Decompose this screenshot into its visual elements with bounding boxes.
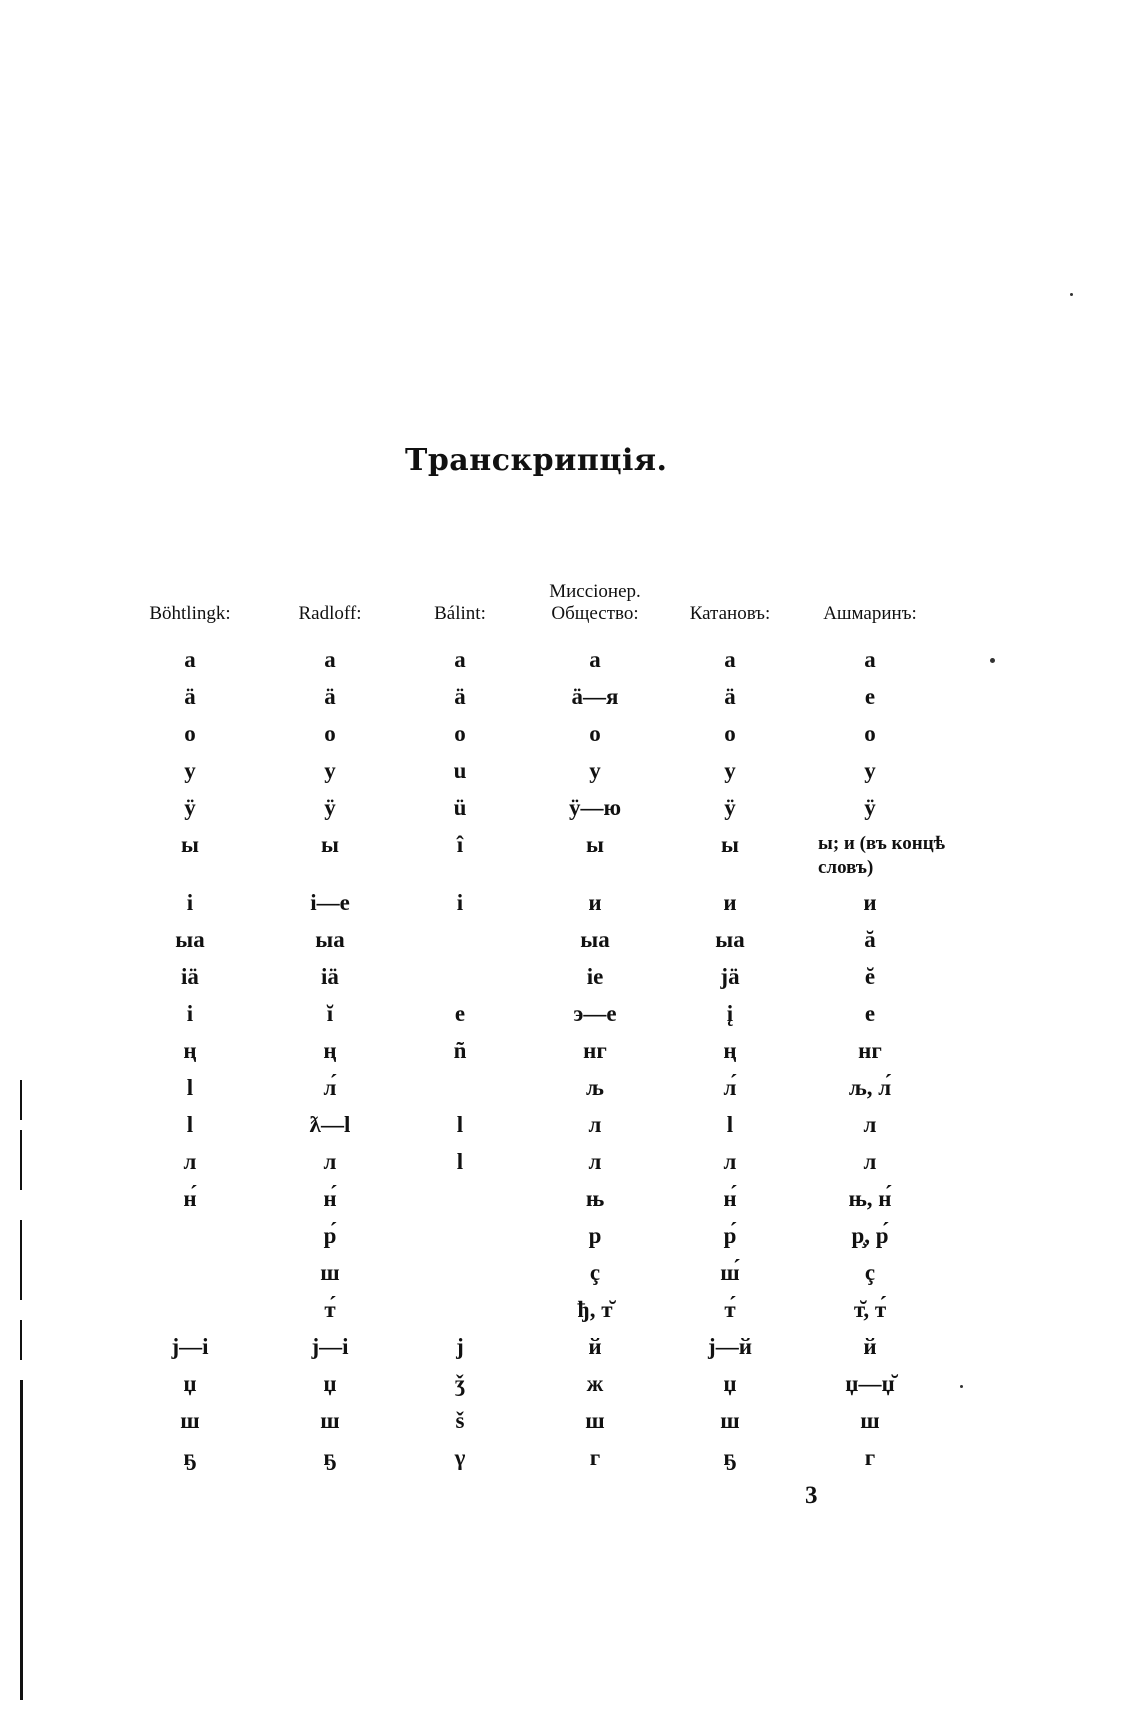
table-cell-katanov: л́ [723,1075,737,1100]
table-cell-missionary-society: ӱ—ю [568,795,622,820]
table-cell-radloff: у [324,758,336,783]
table-cell-ashmarin: о [864,721,876,746]
table-cell-bohtlingk: џ [183,1371,197,1396]
table-cell-radloff: н́ [323,1186,337,1211]
table-cell-balint: γ [454,1445,466,1470]
table-cell-ashmarin: й [863,1334,877,1359]
table-cell-balint: l [456,1112,464,1137]
table-cell-missionary-society: а [589,647,601,672]
table-cell-missionary-society: ж [586,1371,604,1396]
table-cell-bohtlingk: ш [180,1408,200,1433]
table-cell-radloff: ĭ [326,1001,334,1026]
table-cell-missionary-society: ы [586,832,604,857]
table-cell-missionary-society: нг [583,1038,607,1063]
left-edge-dash [20,1130,22,1190]
table-cell-balint: j [456,1334,464,1359]
table-cell-ashmarin: р̧, р́ [851,1223,889,1248]
table-cell-radloff: а [324,647,336,672]
table-cell-ashmarin: л [863,1149,877,1174]
table-cell-bohtlingk: j—i [171,1334,209,1359]
table-cell-balint: ñ [453,1038,467,1063]
table-cell-bohtlingk: l [186,1112,194,1137]
table-cell-balint: ǯ [454,1371,466,1396]
table-cell-katanov: ң [723,1038,737,1063]
table-cell-radloff: j—i [311,1334,349,1359]
table-cell-balint: ü [453,795,467,820]
table-cell-radloff: т́ [324,1297,336,1322]
table-cell-ashmarin: и [863,890,877,915]
table-cell-katanov: а [724,647,736,672]
table-cell-missionary-society: и [588,890,602,915]
table-cell-bohtlingk: н́ [183,1186,197,1211]
table-cell-radloff: ң [323,1038,337,1063]
table-cell-bohtlingk: ӓ [184,684,196,709]
table-cell-radloff: ƛ—l [309,1112,351,1137]
table-cell-balint: а [454,647,466,672]
table-cell-ashmarin: њ, н́ [848,1186,892,1211]
left-edge-dash [20,1320,22,1360]
table-cell-radloff: іӓ [321,964,339,989]
table-cell-katanov: ш́ [720,1260,740,1285]
table-cell-missionary-society: ш [585,1408,605,1433]
column-header-ashmarin: Ашмаринъ: [823,603,917,624]
table-cell-bohtlingk: ӱ [184,795,196,820]
table-cell-ashmarin: т̆, т́ [853,1297,887,1322]
table-cell-bohtlingk: і [186,1001,194,1026]
table-cell-missionary-society: љ [586,1075,604,1100]
table-cell-ashmarin: ă [864,927,876,952]
table-cell-missionary-society: ђ, т̆ [577,1297,613,1322]
table-cell-bohtlingk: у [184,758,196,783]
column-header-balint: Bálint: [434,603,486,624]
scan-speck [960,1385,963,1388]
table-cell-bohtlingk: ң [183,1038,197,1063]
column-header-missionary-society-line1: Миссіонер. [549,581,641,602]
table-cell-radloff: р́ [323,1223,337,1248]
table-cell-missionary-society: г [589,1445,601,1470]
table-cell-ashmarin: л [863,1112,877,1137]
left-edge-dash [20,1080,22,1120]
table-cell-katanov: јӓ [720,964,740,989]
table-cell-katanov: į [726,1001,734,1026]
table-cell-radloff: џ [323,1371,337,1396]
table-cell-bohtlingk: і [186,890,194,915]
table-cell-ashmarin: ӱ [864,795,876,820]
table-cell-bohtlingk: ҕ [183,1445,197,1470]
table-cell-balint: î [456,832,464,857]
table-cell-missionary-society: ыа [580,927,610,952]
table-cell-katanov: и [723,890,737,915]
table-cell-missionary-society: р [588,1223,602,1248]
table-cell-katanov: џ [723,1371,737,1396]
column-header-radloff: Radloff: [298,603,362,624]
table-cell-ashmarin: нг [858,1038,882,1063]
table-cell-katanov: л [723,1149,737,1174]
table-cell-missionary-society: л [588,1149,602,1174]
table-cell-missionary-society: у [589,758,601,783]
scan-speck [1070,293,1073,296]
table-cell-missionary-society: іе [586,964,604,989]
column-header-katanov: Катановъ: [689,603,771,624]
table-cell-balint: і [456,890,464,915]
column-header-missionary-society: Общество: [551,603,639,624]
table-cell-bohtlingk: о [184,721,196,746]
table-cell-katanov: ӱ [724,795,736,820]
table-cell-missionary-society: о [589,721,601,746]
table-cell-radloff: ҕ [323,1445,337,1470]
table-cell-radloff: ыа [315,927,345,952]
table-cell-ashmarin: џ—џ̆ [845,1371,895,1396]
table-cell-radloff: л́ [323,1075,337,1100]
table-cell-ashmarin: г [864,1445,876,1470]
table-cell-bohtlingk: іӓ [181,964,199,989]
table-cell-missionary-society: й [588,1334,602,1359]
table-cell-ashmarin: ç [864,1260,876,1285]
table-cell-radloff: ӓ [324,684,336,709]
table-cell-ashmarin: у [864,758,876,783]
table-cell-bohtlingk: ыа [175,927,205,952]
table-cell-missionary-society: л [588,1112,602,1137]
table-cell-balint: š [455,1408,465,1433]
table-cell-katanov: о [724,721,736,746]
table-cell-missionary-society: э—е [573,1001,617,1026]
table-cell-bohtlingk: ы [181,832,199,857]
table-cell-radloff: і—е [310,890,350,915]
table-cell-radloff: ш [320,1260,340,1285]
table-cell-bohtlingk: а [184,647,196,672]
table-cell-katanov: у [724,758,736,783]
table-cell-radloff: ы [321,832,339,857]
table-cell-radloff: ӱ [324,795,336,820]
table-cell-katanov: т́ [724,1297,736,1322]
table-cell-radloff: о [324,721,336,746]
table-cell-radloff: ш [320,1408,340,1433]
page-number: 3 [805,1482,818,1509]
scan-speck [990,658,995,663]
table-cell-balint: l [456,1149,464,1174]
table-cell-katanov: ӓ [724,684,736,709]
table-cell-ashmarin: љ, л́ [848,1075,892,1100]
table-cell-missionary-society: њ [585,1186,605,1211]
left-edge-line [20,1380,23,1700]
table-cell-katanov: j—й [708,1334,752,1359]
left-edge-dash [20,1220,22,1300]
table-cell-balint: о [454,721,466,746]
table-cell-ashmarin: е [864,684,876,709]
table-cell-radloff: л [323,1149,337,1174]
table-cell-missionary-society: ç [589,1260,601,1285]
table-cell-katanov: l [726,1112,734,1137]
table-cell-balint: е [454,1001,466,1026]
table-cell-ashmarin: а [864,647,876,672]
table-cell-katanov: ш [720,1408,740,1433]
table-cell-katanov: р́ [723,1223,737,1248]
page-title: Транскрипція. [405,443,668,478]
table-cell-balint: ӓ [454,684,466,709]
table-cell-ashmarin: ы; и (въ концѣ словъ) [818,833,946,878]
table-cell-balint: u [453,758,467,783]
table-cell-katanov: ҕ [723,1445,737,1470]
table-cell-bohtlingk: л [183,1149,197,1174]
table-cell-missionary-society: ӓ—я [571,684,619,709]
table-cell-ashmarin: ш [860,1408,880,1433]
table-cell-katanov: н́ [723,1186,737,1211]
table-cell-katanov: ыа [715,927,745,952]
table-cell-katanov: ы [721,832,739,857]
table-cell-ashmarin: ĕ [864,964,876,989]
column-header-bohtlingk: Böhtlingk: [149,603,231,624]
table-cell-bohtlingk: l [186,1075,194,1100]
table-cell-ashmarin: е [864,1001,876,1026]
